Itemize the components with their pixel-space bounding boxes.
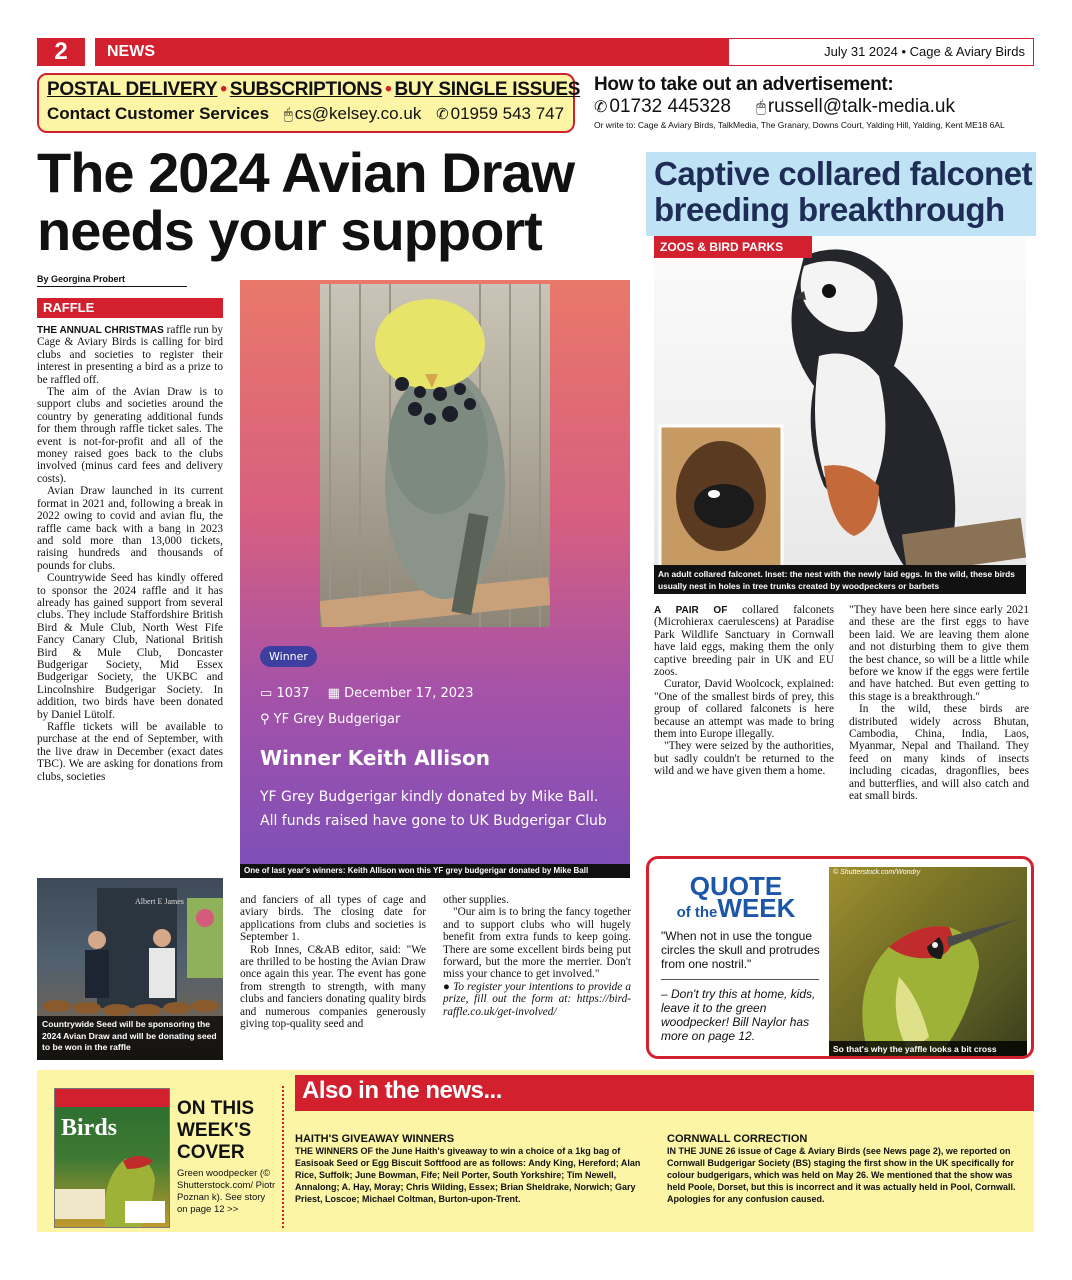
winner-card: [240, 280, 630, 864]
register-link[interactable]: To register your intentions to provide a prize, fill out the form at: https://bird-raffle.co.uk/get-involved/: [443, 980, 631, 1018]
phone-icon: ✆: [436, 106, 449, 123]
winner-name: Winner Keith Allison: [260, 746, 491, 770]
mouse-icon: 🖱: [756, 99, 766, 116]
advert-phone[interactable]: 01732 445328: [609, 96, 731, 117]
calendar-icon: ▦: [327, 686, 340, 701]
stand-banner-text: Albert E James: [135, 897, 184, 906]
cover-description: Green woodpecker (© Shutterstock.com/ Piotr Poznan k). See story on page 12 >>: [177, 1168, 276, 1215]
news-item-body: IN THE JUNE 26 issue of Cage & Aviary Birds (see News page 2), we reported on Cornwall Budgerigar Society (BS) staging the first show in the UK specifically for colour budgerigars, which was held on May 26. We mentioned that the show was held Poole, Dorset, but this is incorrect and it was actually held in Pool, Cornwall. Apologies for any confusion caused.: [667, 1146, 1016, 1204]
ticket-icon: ▭: [260, 686, 273, 701]
advert-title: How to take out an advertisement:: [594, 74, 894, 95]
buy-single-issues-link[interactable]: BUY SINGLE ISSUES: [394, 79, 581, 100]
page-number: 2: [37, 38, 85, 66]
contact-label: Contact Customer Services: [47, 104, 270, 123]
main-headline: The 2024 Avian Draw needs your support: [37, 141, 575, 262]
magazine-cover-thumbnail[interactable]: [54, 1088, 170, 1228]
zoos-tag: ZOOS & BIRD PARKS: [654, 236, 812, 258]
mouse-icon: 🖱: [283, 106, 293, 123]
subscriptions-link[interactable]: SUBSCRIPTIONS: [229, 79, 383, 100]
dateline: July 31 2024 • Cage & Aviary Birds: [728, 38, 1034, 66]
news-item-heading: CORNWALL CORRECTION: [667, 1133, 808, 1145]
news-item-body: THE WINNERS OF the June Haith's giveaway to win a choice of a 1kg bag of Easisoak Seed or Egg Biscuit Softfood are as follows: Andy King, Hereford; Alan Rice, Suffolk; June Bowman, Fife; Neil Porter, South Yorkshire; Tim Newell, Annalong; A. Hay, Moray; Chris Wilding, Essex; Brian Sheldrake, Norwich; Gary Priest, Loscoe; Michael Coltman, Burton-upon-Trent.: [295, 1146, 641, 1204]
budgie-photo: [320, 284, 550, 627]
photo-credit: © Shutterstock.com/Wondry: [833, 869, 921, 876]
falconet-column-1: A PAIR OF collared falconets (Microhierax caerulescens) at Paradise Park Wildlife Sanctuary in Cornwall have laid eggs, making them the only captive breeding pair in UK and EU zoos. Curator, David Woolcock, explained: "One of the smallest birds of prey, this group of collared falconets is here because an attempt was made to bring them into Europe illegally. "They were seized by the authorities, but sadly couldn't be returned to the wild and we have given them a home.: [654, 604, 834, 778]
postal-delivery-link[interactable]: POSTAL DELIVERY: [47, 79, 218, 100]
countrywide-caption: Countrywide Seed will be sponsoring the 2024 Avian Draw and will be donating seed to be won in the raffle: [37, 1016, 223, 1060]
raffle-tag: RAFFLE: [37, 298, 223, 318]
quote-of-the-week: [646, 856, 1034, 1059]
section-label: NEWS: [95, 38, 728, 66]
falconet-column-2: "They have been here since early 2021 and these are the first eggs to have been laid. We are leaving them alone and not disturbing them to give them the best chance, so will be a little while before we know if the eggs were fertile and have hatched. But even getting to this stage is a breakthrough." In the wild, these birds are distributed widely across Bhutan, Cambodia, China, India, Laos, Myanmar, Nepal and Thailand. They feed on many kinds of insects including cicadas, dragonflies, bees and butterflies, and will also catch and eat small birds.: [849, 604, 1029, 803]
quote-divider: [661, 979, 819, 980]
cover-title: ON THIS WEEK'S COVER: [177, 1098, 255, 1163]
contact-email[interactable]: cs@kelsey.co.uk: [294, 104, 422, 123]
winner-pill: Winner: [260, 646, 317, 667]
bullet-icon: ●: [443, 980, 451, 993]
falconet-photo: [654, 236, 1026, 594]
quote-text: "When not in use the tongue circles the skull and protrudes from one nostril.": [661, 929, 820, 971]
quote-title: QUOTE of theWEEK: [676, 871, 796, 923]
news-item-heading: HAITH'S GIVEAWAY WINNERS: [295, 1133, 455, 1145]
article-column-3: other supplies. "Our aim is to bring the fancy together and to support clubs who will hugely benefit from extra funds to keep going. There are some excellent birds being put forward, but the more the merrier. Don't miss your chance to get involved." ● To register your intentions to provide a prize, fill out the form at: https://bird-raffle.co.uk/get-involved/: [443, 894, 631, 1018]
phone-icon: ✆: [594, 99, 608, 116]
news-item-haiths: [295, 1133, 655, 1205]
byline: By Georgina Probert: [37, 274, 187, 287]
article-column-1: THE ANNUAL CHRISTMAS raffle run by Cage & Aviary Birds is calling for bird clubs and societies to register their interest in presenting a bird as a prize to be raffled off. The aim of the Avian Draw is to support clubs and societies around the country by generating additional funds for them through raffle ticket sales. The event is not-for-profit and all of the money raised goes back to the clubs involved (minus card fees and delivery costs). Avian Draw launched in its current format in 2021 and, following a break in 2022 owing to covid and avian flu, the raffle came back with a bang in 2023 and sold more than 13,000 tickets, raising hundreds and thousands of pounds for clubs. Countrywide Seed has kindly offered to sponsor the 2024 raffle and it has already has gained support from several clubs. They include Staffordshire British Bird & Mule Club, North West Fife Fancy Canary Club, National British Bird & Mule Club, Doncaster Budgerigar Society, Mid Essex Budgerigar Society, the UKBC and Lincolnshire Budgerigar Society. In addition, two birds have been donated by Daniel Lütolf. Raffle tickets will be available to purchase at the end of September, with the live draw in December (exact dates TBC). We are asking for donations from clubs, societies: [37, 324, 223, 783]
winner-caption: One of last year's winners: Keith Allison won this YF grey budgerigar donated by Mike Ball: [240, 864, 630, 878]
award-icon: ⚲: [260, 712, 270, 727]
woodpecker-caption: So that's why the yaffle looks a bit cross: [829, 1041, 1027, 1057]
advert-email[interactable]: russell@talk-media.uk: [767, 96, 955, 117]
article-column-2: and fanciers of all types of cage and aviary birds. The closing date for applications from clubs and societies is September 1. Rob Innes, C&AB editor, said: "We are thrilled to be hosting the Avian Draw once again this year. The event has gone from strength to strength, with many clubs and fanciers donating quality birds and numerous companies generously giving top-quality seed and: [240, 894, 426, 1031]
quote-attribution: – Don't try this at home, kids, leave it to the green woodpecker! Bill Naylor has more on page 12.: [661, 987, 816, 1043]
winner-ticket-date: ▭ 1037 ▦ December 17, 2023: [260, 686, 474, 701]
cover-masthead: Birds: [61, 1115, 118, 1141]
contact-phone[interactable]: 01959 543 747: [450, 104, 565, 123]
winner-description: YF Grey Budgerigar kindly donated by Mike Ball. All funds raised have gone to UK Budgerigar Club: [260, 789, 607, 829]
also-in-news-title: Also in the news...: [302, 1077, 502, 1104]
news-item-cornwall: [667, 1133, 1029, 1205]
falconet-headline: Captive collared falconet breeding breakthrough: [654, 155, 1033, 228]
advert-info: [594, 74, 1039, 130]
winner-bird: ⚲ YF Grey Budgerigar: [260, 712, 401, 727]
dotted-separator: [282, 1086, 284, 1228]
woodpecker-photo: [829, 867, 1027, 1057]
falconet-caption: An adult collared falconet. Inset: the nest with the newly laid eggs. In the wild, these birds usually nest in holes in tree trunks created by woodpeckers or barbets: [654, 565, 1026, 594]
advert-postal-address: Or write to: Cage & Aviary Birds, TalkMedia, The Granary, Downs Court, Yalding Hill, Yalding, Kent ME18 6AL: [594, 120, 1005, 130]
contact-box: POSTAL DELIVERY • SUBSCRIPTIONS • BUY SINGLE ISSUES Contact Customer Services 🖱 cs@kelsey.co.uk ✆ 01959 543 747: [37, 73, 575, 133]
